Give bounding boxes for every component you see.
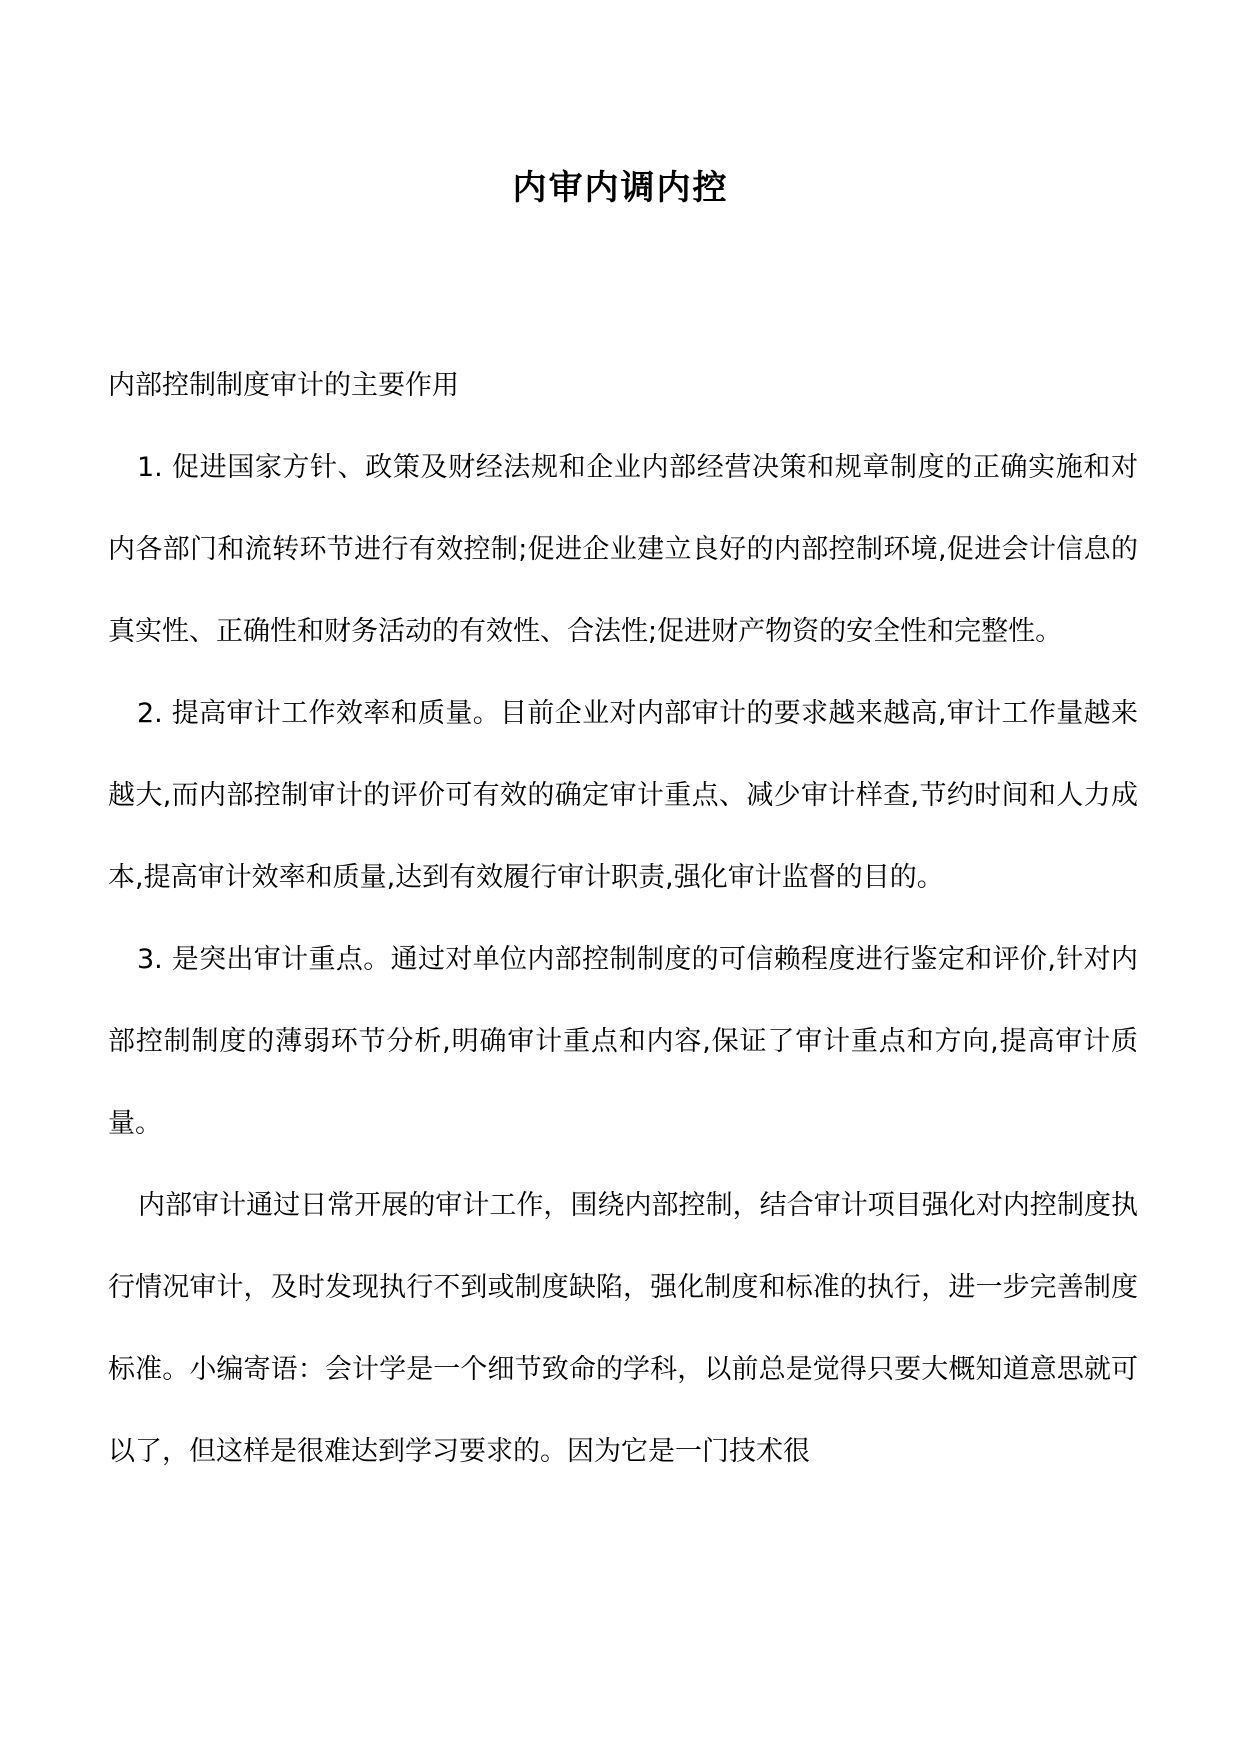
document-body <box>108 345 1138 1493</box>
paragraph-summary: 内部审计通过日常开展的审计工作，围绕内部控制，结合审计项目强化对内控制度执行情况审计，及时发现执行不到或制度缺陷，强化制度和标准的执行，进一步完善制度标准。小编寄语：会计学是一个细节致命的学科，以前总是觉得只要大概知道意思就可以了，但这样是很难达到学习要求的。因为它是一门技术很 <box>108 1190 1138 1467</box>
section-heading: 内部控制制度审计的主要作用 <box>108 370 459 401</box>
paragraph-point-2: 2. 提高审计工作效率和质量。目前企业对内部审计的要求越来越高,审计工作量越来越大,而内部控制审计的评价可有效的确定审计重点、减少审计样查,节约时间和人力成本,提高审计效率和质量,达到有效履行审计职责,强化审计监督的目的。 <box>108 698 1138 893</box>
paragraph-point-1: 1. 促进国家方针、政策及财经法规和企业内部经营决策和规章制度的正确实施和对内各部门和流转环节进行有效控制;促进企业建立良好的内部控制环境,促进会计信息的真实性、正确性和财务活动的有效性、合法性;促进财产物资的安全性和完整性。 <box>108 452 1138 647</box>
paragraph-point-3: 3. 是突出审计重点。通过对单位内部控制制度的可信赖程度进行鉴定和评价,针对内部控制制度的薄弱环节分析,明确审计重点和内容,保证了审计重点和方向,提高审计质量。 <box>108 944 1138 1139</box>
document-title: 内审内调内控 <box>512 168 729 208</box>
